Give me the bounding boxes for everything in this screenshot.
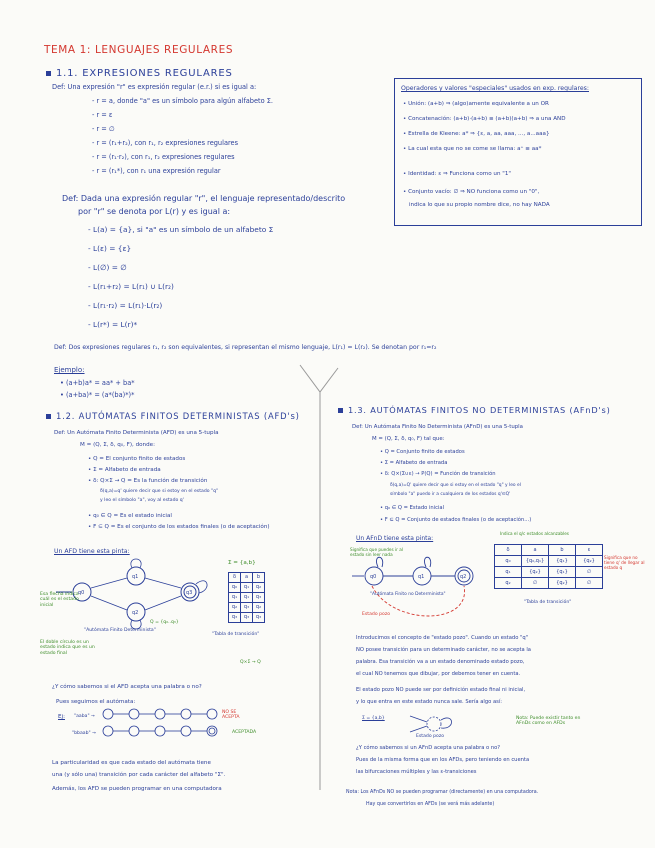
nfa-table-cell: {q₁}: [548, 566, 576, 578]
def-language-line: - L(ε) = {ε}: [88, 244, 132, 253]
section-heading-1-2: 1.2. AUTÓMATAS FINITOS DETERMINISTAS (AFD's): [46, 412, 300, 422]
dfa-table-cell: q₂: [252, 582, 265, 593]
afnd-paragraph-line: palabra. Esa transición va a un estado denominado estado pozo,: [356, 659, 525, 665]
nfa-table-cell: {q₂}: [548, 577, 576, 589]
def-afnd-line: • Q = Conjunto finito de estados: [380, 449, 465, 455]
page-title: TEMA 1: LENGUAJES REGULARES: [44, 44, 234, 56]
nfa-table-header-cell: a: [521, 544, 549, 556]
dfa-table-cell: q₃: [228, 612, 241, 623]
section-heading-1-3: 1.3. AUTÓMATAS FINITOS NO DETERMINISTAS (AFnD's): [338, 406, 611, 415]
afnd-final-note-line: Hay que convertirlos en AFDs (se verá más adelante): [366, 802, 495, 807]
def-language-line: - L(a) = {a}, si "a" es un símbolo de un alfabeto Σ: [88, 225, 274, 234]
example-line: • (a+b)a* = aa* + ba*: [60, 379, 135, 387]
afnd-note-top: Indica el q/c estados alcanzables: [500, 531, 569, 536]
def-afd-line: Def: Un Autómata Finito Determinista (AFD) es una 5-tupla: [54, 430, 219, 436]
def-afd-line: • q₀ ∈ Q = Es el estado inicial: [88, 513, 172, 519]
nfa-table-cell: {q₂}: [575, 555, 603, 567]
afnd-paragraph-line: Introducimos el concepto de "estado pozo". Cuando un estado "q": [356, 635, 529, 641]
def-afnd-line: símbolo "a" puedo ir a cualquiera de los estados q'∈Q': [390, 492, 511, 497]
nfa-table-cell: ∅: [575, 577, 603, 589]
def-afd-line: • δ: Q×Σ → Q = Es la función de transición: [88, 478, 208, 484]
afnd-note-right: Significa que no tiene q' de llegar al estado q: [604, 555, 645, 570]
dfa-transition-table: [228, 572, 276, 620]
dfa-table-cell: q₃: [240, 602, 253, 613]
afd-runs: [100, 708, 230, 742]
afnd-sigma-note: Σ = {a,b}: [362, 716, 385, 721]
svg-text:q1: q1: [132, 574, 139, 580]
operator-line: • Concatenación: (a+b)·(a+b) ≡ (a+b)(a+b) ⇒ a una AND: [403, 116, 566, 122]
afnd-final-note-line: Nota: Los AFnDs NO se pueden programar (directamente) en una computadora.: [346, 790, 539, 795]
def-language-line: por "r" se denota por L(r) y es igual a:: [78, 207, 231, 216]
afnd-question: ¿Y cómo sabemos si un AFnD acepta una palabra o no?: [356, 745, 501, 751]
operators-box-title: Operadores y valores "especiales" usados en exp. regulares:: [401, 85, 589, 92]
def-afnd-line: δ(q,a)=Q' quiere decir que si estoy en el estado "q" y leo el: [390, 483, 521, 488]
nfa-table-cell: {q₀,q₁}: [521, 555, 549, 567]
afd-sigma-note: Σ = {a,b}: [228, 560, 256, 566]
def-regex-line: - r = ∅: [92, 125, 115, 133]
pozo-caption: Estado pozo: [416, 734, 445, 739]
afd-paragraph-line: La particularidad es que cada estado del autómata tiene: [52, 760, 211, 766]
afnd-pinta-label: Un AFnD tiene esta pinta:: [356, 535, 434, 542]
nfa-transition-table: [494, 544, 602, 588]
afd-paragraph-line: una (y sólo una) transición por cada carácter del alfabeto "Σ".: [52, 772, 226, 778]
afnd-paragraph-line: el cual NO tenemos que dibujar, por debemos tener en cuenta.: [356, 671, 521, 677]
afnd-paragraph-line: El estado pozo NO puede ser por definición estado final ni inicial,: [356, 687, 526, 693]
afnd-paragraph-line: NO posee transición para un determinado carácter, no se acepta la: [356, 647, 531, 653]
operator-line: • La cual esta que no se come se llama: a⁺ ≡ aa*: [403, 146, 542, 152]
def-afnd-line: • F ⊆ Q = Conjunto de estados finales (o de aceptación...): [380, 517, 532, 523]
def-equivalence: Def: Dos expresiones regulares r₁, r₂ son equivalentes, si representan el mismo lenguaje, L(r₁) = L(r₂). Se denotan por r₁=r₂: [54, 344, 437, 351]
bullet-icon: [46, 414, 51, 419]
dfa-table-header-cell: δ: [228, 572, 241, 583]
example-line: • (a+ba)* = (a*(ba)*)*: [60, 391, 135, 399]
dfa-table-cell: q₁: [228, 592, 241, 603]
nfa-table-header-cell: ε: [575, 544, 603, 556]
afd-paragraph-line: Además, los AFD se pueden programar en una computadora: [52, 786, 222, 792]
def-afd-line: M = (Q, Σ, δ, q₀, F), donde:: [80, 442, 155, 448]
svg-text:q2: q2: [460, 574, 467, 580]
examples-label: Ejemplo:: [54, 366, 85, 374]
afd-word-1: "aaba" →: [74, 714, 95, 719]
def-language-line: - L(r*) = L(r)*: [88, 320, 138, 329]
afd-qset-note: Q = {q₀..q₃}: [150, 620, 179, 625]
nfa-table-cell: q₀: [494, 555, 522, 567]
dfa-table-cell: q₂: [252, 602, 265, 613]
afd-final-note: El doble círculo es un estado indica que es un estado final: [40, 640, 95, 656]
def-afd-line: δ(q,a)=q' quiere decir que si estoy en el estado "q": [100, 489, 219, 494]
def-language-line: Def: Dada una expresión regular "r", el lenguaje representado/descrito: [62, 194, 346, 203]
operator-line: • Unión: (a+b) ⇒ (algo)amente equivalente a un OR: [403, 101, 549, 107]
afd-reject-label: NO SE ACEPTA: [222, 710, 240, 721]
dfa-table-cell: q₃: [252, 592, 265, 603]
operator-line: • Estrella de Kleene: a* ⇒ {ε, a, aa, aaa, ..., a...aaa}: [403, 131, 550, 137]
def-afnd-line: • Σ = Alfabeto de entrada: [380, 460, 448, 466]
def-regex-line: - r = a, donde "a" es un símbolo para algún alfabeto Σ.: [92, 97, 274, 105]
svg-text:q2: q2: [132, 610, 139, 616]
afnd-table-caption: "Tabla de transición": [524, 600, 572, 605]
afd-accept-label: ACEPTADA: [232, 730, 257, 735]
nfa-table-cell: {q₁}: [548, 555, 576, 567]
def-afd-line: • F ⊆ Q = Es el conjunto de los estados finales (o de aceptación): [88, 524, 270, 530]
dfa-table-cell: q₀: [228, 582, 241, 593]
afnd-answer-line: Pues de la misma forma que en los AFDs, pero teniendo en cuenta: [356, 757, 530, 763]
section-heading-1-1: 1.1. EXPRESIONES REGULARES: [46, 68, 233, 80]
svg-text:q0: q0: [78, 590, 85, 596]
afnd-dead-label: Estado pozo: [362, 612, 391, 617]
svg-text:q3: q3: [186, 590, 193, 596]
dfa-table-cell: q₂: [228, 602, 241, 613]
afd-pinta-label: Un AFD tiene esta pinta:: [54, 548, 130, 555]
dfa-table-cell: q₃: [252, 612, 265, 623]
def-afnd-line: • δ: Q×(Σ∪ε) → P(Q) = Función de transición: [380, 471, 496, 477]
nfa-table-header-cell: δ: [494, 544, 522, 556]
nfa-table-cell: q₁: [494, 566, 522, 578]
def-regex-line: - r = (r₁·r₂), con r₁, r₂ expresiones regulares: [92, 153, 235, 161]
bullet-icon: [338, 408, 343, 413]
dfa-table-cell: q₁: [240, 592, 253, 603]
nfa-table-cell: {q₂}: [521, 566, 549, 578]
afnd-paragraph-line: y lo que entra en este estado nunca sale. Sería algo así:: [356, 699, 503, 705]
afd-table-note: Q×Σ → Q: [240, 660, 261, 665]
def-afnd-line: M = (Q, Σ, δ, q₀, F) tal que:: [372, 436, 445, 442]
def-afnd-line: Def: Un Autómata Finito No Determinista (AFnD) es una 5-tupla: [352, 424, 523, 430]
nfa-table-cell: ∅: [575, 566, 603, 578]
def-afnd-line: • q₀ ∈ Q = Estado inicial: [380, 505, 445, 511]
nfa-table-cell: ∅: [521, 577, 549, 589]
afd-automaton-caption: "Autómata Finito Determinista": [84, 628, 156, 633]
afnd-note-left: Significa que puedes ir al estado sin leer nada: [350, 547, 403, 557]
dfa-table-cell: q₃: [240, 612, 253, 623]
svg-text:q0: q0: [370, 574, 377, 580]
def-regex-line: - r = (r₁+r₂), con r₁, r₂ expresiones regulares: [92, 139, 239, 147]
afd-table-caption: "Tabla de transición": [212, 632, 260, 637]
def-language-line: - L(r₁·r₂) = L(r₁)·L(r₂): [88, 301, 163, 310]
dfa-table-header-cell: b: [252, 572, 265, 583]
afnd-green-note: Nota: Puede existir tanto en AFnDs como en AFDs: [516, 716, 581, 727]
def-language-line: - L(∅) = ∅: [88, 263, 127, 272]
afd-example-label: Ej:: [58, 714, 65, 720]
def-language-line: - L(r₁+r₂) = L(r₁) ∪ L(r₂): [88, 282, 174, 291]
afd-word-2: "bbaab" →: [72, 731, 96, 736]
def-afd-line: • Q = El conjunto finito de estados: [88, 456, 186, 462]
dfa-table-header-cell: a: [240, 572, 253, 583]
def-afd-line: y leo el símbolo "a", voy al estado q': [100, 498, 184, 503]
operator-line: indica lo que su propio nombre dice, no hay NADA: [409, 202, 550, 208]
def-regex-line: - r = (r₁*), con r₁ una expresión regular: [92, 167, 221, 175]
def-afd-line: • Σ = Alfabeto de entrada: [88, 467, 161, 473]
afd-question: ¿Y cómo sabemos si el AFD acepta una palabra o no?: [52, 684, 202, 690]
dfa-table-cell: q₁: [240, 582, 253, 593]
operator-line: • Conjunto vacío: ∅ ⇒ NO funciona como un "0",: [403, 189, 540, 195]
nfa-table-header-cell: b: [548, 544, 576, 556]
afnd-automaton-caption: "Autómata Finito no Determinista": [370, 592, 446, 597]
afd-arrow-note: Esa flecha indica cuál es el estado inicial: [40, 592, 79, 608]
def-regex-line: Def: Una expresión "r" es expresión regular (e.r.) si es igual a:: [52, 83, 257, 91]
svg-text:q1: q1: [418, 574, 425, 580]
afd-follow: Pues seguimos el autómata:: [56, 699, 136, 705]
nfa-table-cell: q₂: [494, 577, 522, 589]
def-regex-line: - r = ε: [92, 111, 113, 119]
afnd-answer-line: las bifurcaciones múltiples y las ε-transiciones: [356, 769, 477, 775]
operator-line: • Identidad: ε ⇒ Funciona como un "1": [403, 171, 511, 177]
